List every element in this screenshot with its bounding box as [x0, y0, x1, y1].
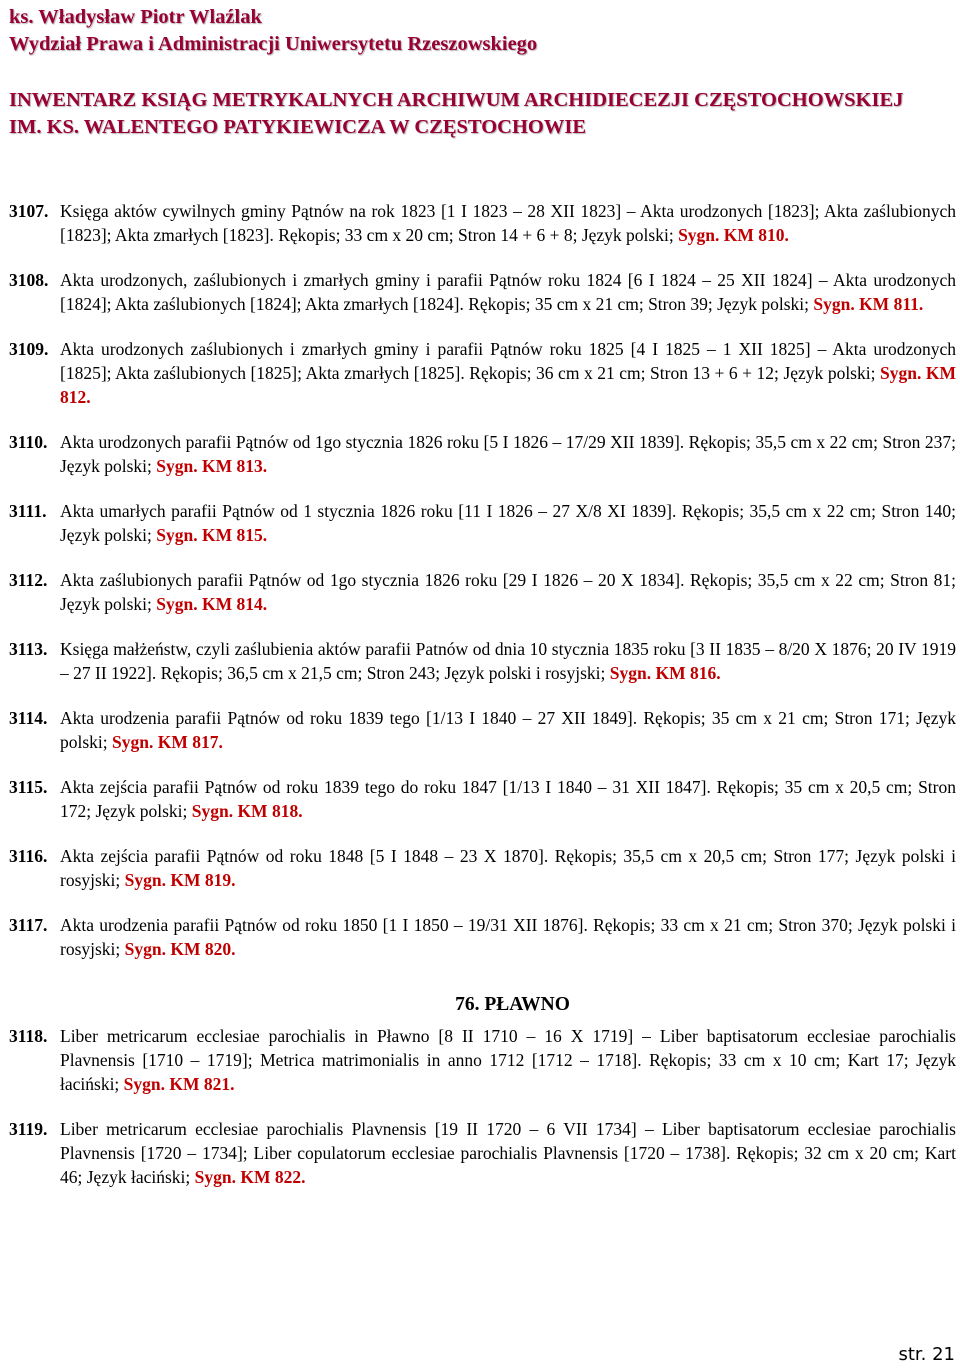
entry-description: Księga aktów cywilnych gminy Pątnów na rok 1823 [1 I 1823 – 28 XII 1823] – Akta urodzonych [1823]; Akta zaślubionych [1823]; Akta zmarłych [1823]. Rękopis; 33 cm x 20 cm; Stron 14 + 6 + 8; Język polski; — [60, 201, 956, 245]
entries-group-patnow — [9, 199, 956, 961]
entry-signature: Sygn. KM 814. — [156, 594, 268, 614]
entry-number: 3111. — [9, 501, 47, 521]
entry-description: Akta zaślubionych parafii Pątnów od 1go stycznia 1826 roku [29 I 1826 – 20 X 1834]. Rękopis; 35,5 cm x 22 cm; Stron 81; Język polski; — [60, 570, 956, 614]
inventory-entries — [9, 199, 956, 1210]
inventory-entry — [9, 568, 956, 616]
faculty-name: Wydział Prawa i Administracji Uniwersytetu Rzeszowskiego — [9, 33, 538, 55]
entry-number: 3107. — [9, 201, 49, 221]
header-spacer — [9, 58, 949, 87]
entry-signature: Sygn. KM 812. — [60, 363, 956, 407]
entry-signature: Sygn. KM 810. — [678, 225, 789, 245]
entry-description: Liber metricarum ecclesiae parochialis in Pławno [8 II 1710 – 16 X 1719] – Liber baptisatorum ecclesiae parochialis Plavnensis [1710 – 1719]; Metrica matrimonialis in anno 1712 [1712 – 1718]. Rękopis; 33 cm x 10 cm; Kart 17; Język łaciński; — [60, 1026, 956, 1094]
inventory-entry — [9, 499, 956, 547]
inventory-entry — [9, 1024, 956, 1096]
entry-number: 3109. — [9, 339, 49, 359]
entry-number: 3113. — [9, 639, 48, 659]
entry-signature: Sygn. KM 816. — [609, 663, 721, 683]
entry-number: 3119. — [9, 1119, 48, 1139]
entry-number: 3110. — [9, 432, 48, 452]
section-title: 76. PŁAWNO — [455, 994, 570, 1015]
entry-signature: Sygn. KM 815. — [156, 525, 268, 545]
entry-number: 3117. — [9, 915, 48, 935]
entry-number: 3115. — [9, 777, 48, 797]
page-header — [9, 4, 949, 141]
entry-number: 3112. — [9, 570, 48, 590]
inventory-entry — [9, 913, 956, 961]
entry-number: 3116. — [9, 846, 48, 866]
entry-description: Akta zejścia parafii Pątnów od roku 1839 tego do roku 1847 [1/13 I 1840 – 31 XII 1847]. Rękopis; 35 cm x 20,5 cm; Stron 172; Język polski; — [60, 777, 956, 821]
inventory-entry — [9, 775, 956, 823]
entry-description: Akta urodzenia parafii Pątnów od roku 1839 tego [1/13 I 1840 – 27 XII 1849]. Rękopis; 35 cm x 21 cm; Stron 171; Język polski; — [60, 708, 956, 752]
entry-signature: Sygn. KM 820. — [124, 939, 236, 959]
entries-group-plawno — [9, 1024, 956, 1189]
entry-signature: Sygn. KM 817. — [112, 732, 223, 752]
entry-description: Akta umarłych parafii Pątnów od 1 stycznia 1826 roku [11 I 1826 – 27 X/8 XI 1839]. Rękopis; 35,5 cm x 22 cm; Stron 140; Język polski; — [60, 501, 956, 545]
entry-signature: Sygn. KM 819. — [124, 870, 236, 890]
entry-signature: Sygn. KM 813. — [156, 456, 268, 476]
entry-description: Akta urodzonych parafii Pątnów od 1go stycznia 1826 roku [5 I 1826 – 17/29 XII 1839]. Rękopis; 35,5 cm x 22 cm; Stron 237; Język polski; — [60, 432, 956, 476]
entry-number: 3118. — [9, 1026, 48, 1046]
author-name: ks. Władysław Piotr Wlaźlak — [9, 6, 262, 28]
entry-signature: Sygn. KM 821. — [123, 1074, 235, 1094]
entry-signature: Sygn. KM 822. — [194, 1167, 306, 1187]
inventory-entry — [9, 430, 956, 478]
entry-description: Akta zejścia parafii Pątnów od roku 1848 [5 I 1848 – 23 X 1870]. Rękopis; 35,5 cm x 20,5 cm; Stron 177; Język polski i rosyjski; — [60, 846, 956, 890]
entry-number: 3108. — [9, 270, 49, 290]
entry-number: 3114. — [9, 708, 48, 728]
entry-signature: Sygn. KM 818. — [191, 801, 303, 821]
inventory-entry — [9, 637, 956, 685]
inventory-entry — [9, 706, 956, 754]
inventory-entry — [9, 844, 956, 892]
entry-description: Akta urodzenia parafii Pątnów od roku 1850 [1 I 1850 – 19/31 XII 1876]. Rękopis; 33 cm x 21 cm; Stron 370; Język polski i rosyjski; — [60, 915, 956, 959]
entry-signature: Sygn. KM 811. — [813, 294, 924, 314]
entry-description: Księga małżeństw, czyli zaślubienia aktów parafii Patnów od dnia 10 stycznia 1835 roku [3 II 1835 – 8/20 X 1876; 20 IV 1919 – 27 II 1922]. Rękopis; 36,5 cm x 21,5 cm; Stron 243; Język polski i rosyjski; — [60, 639, 956, 683]
inventory-entry — [9, 337, 956, 409]
entry-description: Akta urodzonych zaślubionych i zmarłych gminy i parafii Pątnów roku 1825 [4 I 1825 – 1 XII 1825] – Akta urodzonych [1825]; Akta zaślubionych [1825]; Akta zmarłych [1825]. Rękopis; 36 cm x 21 cm; Stron 13 + 6 + 12; Język polski; — [60, 339, 956, 383]
inventory-entry — [9, 199, 956, 247]
inventory-entry — [9, 268, 956, 316]
document-title-line-1: INWENTARZ KSIĄG METRYKALNYCH ARCHIWUM ARCHIDIECEZJI CZĘSTOCHOWSKIEJ — [9, 89, 904, 111]
entry-description: Akta urodzonych, zaślubionych i zmarłych gminy i parafii Pątnów roku 1824 [6 I 1824 – 25 XII 1824] – Akta urodzonych [1824]; Akta zaślubionych [1824]; Akta zmarłych [1824]. Rękopis; 35 cm x 21 cm; Stron 39; Język polski; — [60, 270, 956, 314]
document-title-line-2: IM. KS. WALENTEGO PATYKIEWICZA W CZĘSTOCHOWIE — [9, 116, 586, 138]
page-number: str. 21 — [898, 1344, 955, 1365]
entry-description: Liber metricarum ecclesiae parochialis Plavnensis [19 II 1720 – 6 VII 1734] – Liber baptisatorum ecclesiae parochialis Plavnensis [1720 – 1734]; Liber copulatorum ecclesiae parochialis Plavnensis [1720 – 1738]. Rękopis; 32 cm x 20 cm; Kart 46; Język łaciński; — [60, 1119, 956, 1187]
inventory-entry — [9, 1117, 956, 1189]
